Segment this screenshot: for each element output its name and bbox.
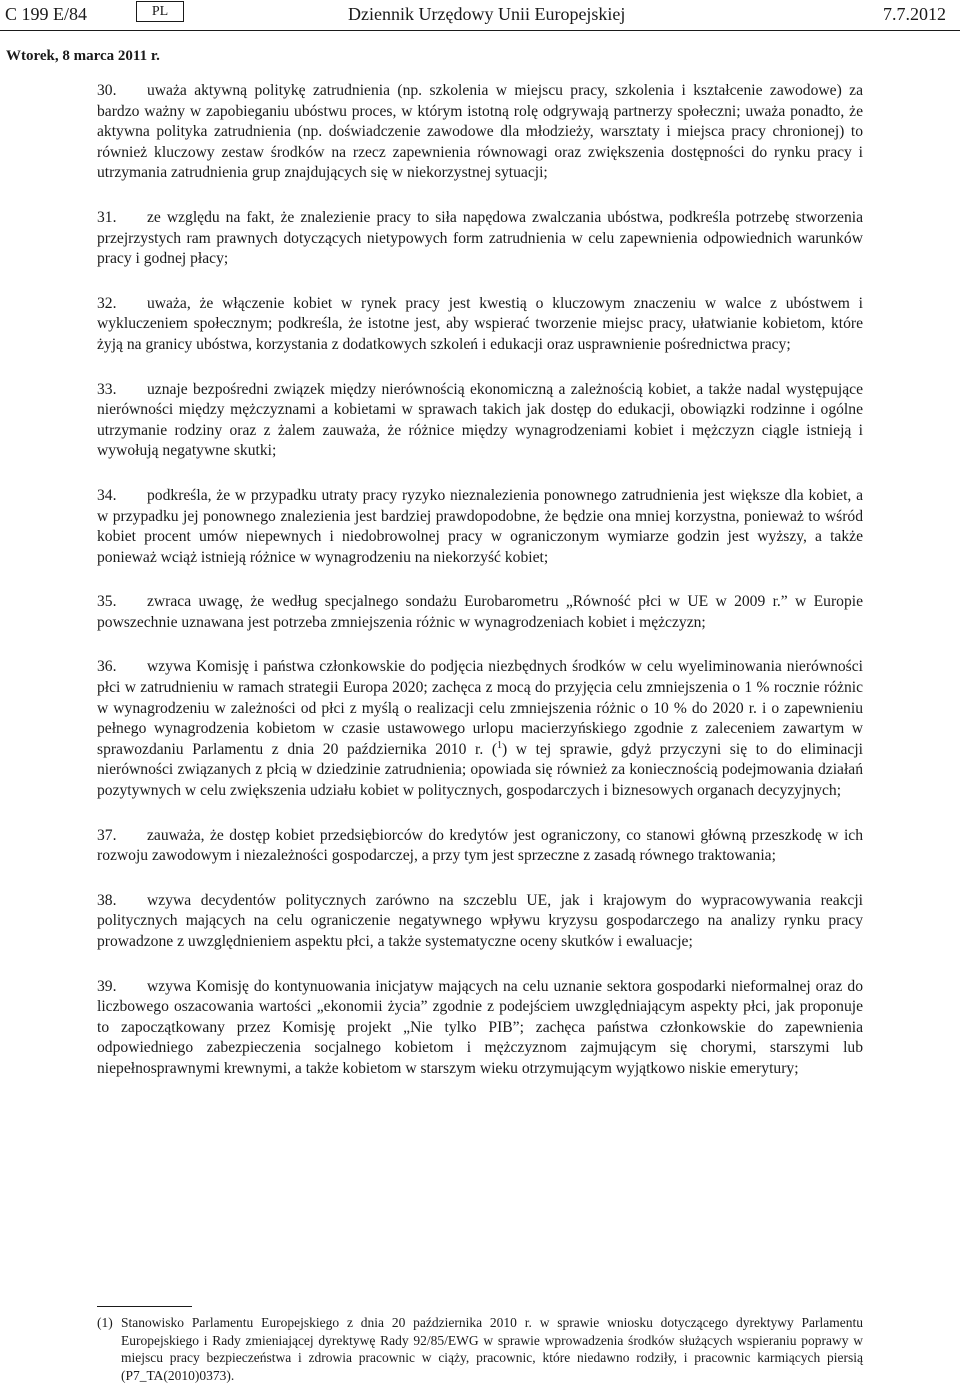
paragraph-number: 33.: [97, 380, 117, 398]
paragraph-text-end: ) w tej sprawie, gdyż przyczyni się to do eliminacji nierówności związanych z płcią w dziedzinie zatrudnienia; opowiada się również za koniecznością podejmowania działań pozytywnych w celu zwiększenia udziału kobiet w politycznych, gospodarczych i biznesowych organach decyzyjnych;: [97, 740, 863, 800]
paragraph-37: [97, 826, 863, 867]
footnote: [97, 1314, 863, 1384]
header-divider: [0, 30, 960, 31]
paragraph-number: 32.: [97, 294, 117, 312]
document-body: [97, 81, 863, 1104]
paragraph-number: 36.: [97, 658, 117, 676]
paragraph-text-start: wzywa Komisję i państwa członkowskie do podjęcia niezbędnych środków w celu wyeliminowania nierówności płci w zatrudnieniu w ramach strategii Europa 2020; zachęca z mocą do przyjęcia celu zmniejszenia o 1 % rocznie różnic w wynagrodzeniu w zależności od płci z myślą o realizacji celu zmniejszenia różnic o 10 % do 2020 r. i o zapewnieniu pełnego wynagrodzenia kobietom w czasie ustawowego urlopu macierzyńskiego zgodnie z zaleceniem zawartym w sprawozdaniu Parlamentu z dnia 20 października 2010 r. (: [97, 658, 863, 758]
footnote-divider: [97, 1306, 192, 1307]
paragraph-number: 39.: [97, 977, 117, 995]
paragraph-text: wzywa decydentów politycznych zarówno na szczeblu UE, jak i krajowym do wypracowywania reakcji politycznych mających na celu ograniczenie negatywnego wpływu kryzysu gospodarczego na analizy rynku pracy prowadzone z uwzględnieniem aspektu płci, a także systematyczne oceny skutków i ewaluacje;: [97, 891, 863, 950]
footnote-mark: (1): [97, 1315, 113, 1330]
paragraph-number: 34.: [97, 486, 117, 504]
paragraph-number: 30.: [97, 82, 117, 99]
paragraph-text: zwraca uwagę, że według specjalnego sondażu Eurobarometru „Równość płci w UE w 2009 r.” w Europie powszechnie uznawana jest potrzeba zmniejszenia różnic w wynagrodzeniach kobiet i mężczyzn;: [97, 593, 863, 631]
paragraph-text: uznaje bezpośredni związek między nierównością ekonomiczną a zależnością kobiet, a także nadal występujące nierówności między mężczyznami a kobietami w sprawach takich jak dostęp do edukacji, obowiązki rodzinne i ogólne utrzymanie rodziny oraz z żalem zauważa, że różnice między wynagrodzeniami kobiet i mężczyzn ciągle istnieją i wywołują negatywne skutki;: [97, 380, 863, 460]
paragraph-text: ze względu na fakt, że znalezienie pracy to siła napędowa zwalczania ubóstwa, podkreśla potrzebę stworzenia przejrzystych ram prawnych dotyczących nietypowych form zatrudnienia w celu zapewnienia odpowiednich warunków pracy i godnej płacy;: [97, 208, 863, 268]
paragraph-number: 35.: [97, 593, 117, 611]
paragraph-35: [97, 592, 863, 633]
paragraph-number: 37.: [97, 826, 117, 844]
paragraph-33: [97, 380, 863, 462]
paragraph-34: [97, 486, 863, 568]
footnote-reference[interactable]: 1: [497, 739, 503, 751]
paragraph-31: [97, 208, 863, 270]
footnote-text: Stanowisko Parlamentu Europejskiego z dnia 20 października 2010 r. w sprawie wniosku dotyczącego dyrektywy Parlamentu Europejskiego i Rady zmieniającej dyrektywę Rady 92/85/EWG w sprawie wprowadzenia środków służących wspieraniu poprawy w miejscu pracy bezpieczeństwa i zdrowia pracownic w ciąży, pracownic, które niedawno rodziły, i pracownic karmiących piersią (P7_TA(2010)0373).: [121, 1315, 863, 1383]
journal-title: Dziennik Urzędowy Unii Europejskiej: [348, 4, 626, 24]
sitting-date: Wtorek, 8 marca 2011 r.: [6, 48, 160, 64]
paragraph-number: 31.: [97, 208, 117, 226]
paragraph-38: [97, 891, 863, 953]
paragraph-text: podkreśla, że w przypadku utraty pracy ryzyko nieznalezienia ponownego zatrudnienia jest większe dla kobiet, a w przypadku jej ponownego znalezienia jest bardziej prawdopodobne, że będzie ona mniej korzystna, ponieważ to wśród kobiet procent umów niepewnych i niedobrowolnej pracy w ograniczonym wymiarze godzin jest wyższy, a także ponieważ wciąż istnieją różnice w wynagrodzeniu na niekorzyść kobiet;: [97, 486, 863, 566]
language-badge: PL: [136, 1, 184, 22]
paragraph-30: [97, 81, 863, 184]
paragraph-36: [97, 657, 863, 801]
paragraph-number: 38.: [97, 891, 117, 909]
paragraph-39: [97, 977, 863, 1080]
paragraph-text: uważa aktywną politykę zatrudnienia (np. szkolenia w miejscu pracy, szkolenia i kształcenie zawodowe) za bardzo ważny w zapobieganiu ubóstwu proces, w którym istotną rolę odgrywają partnerzy społeczni; uważa ponadto, że aktywna polityka zatrudnienia (np. doświadczenie zawodowe dla młodzieży, warsztaty i miejsca pracy chronionej) to również kluczowy zestaw środków na rzecz zapewnienia równowagi oraz zwiększenia dostępności do rynku pracy i utrzymania zatrudnienia grup znajdujących się w niekorzystnej sytuacji;: [97, 82, 863, 182]
paragraph-text: zauważa, że dostęp kobiet przedsiębiorców do kredytów jest ograniczony, co stanowi główną przeszkodę w ich rozwoju zawodowym i niezależności gospodarczej, a przy tym jest sprzeczne z zasadą równego traktowania;: [97, 826, 863, 865]
page-header: [0, 0, 960, 32]
paragraph-32: [97, 294, 863, 356]
paragraph-text: uważa, że włączenie kobiet w rynek pracy jest kwestią o kluczowym znaczeniu w walce z ubóstwem i wykluczeniem społecznym; podkreśla, że istotne jest, aby wspierać tworzenie miejsc pracy, ułatwianie kobietom, które żyją na granicy ubóstwa, korzystania z dodatkowych szkoleń i edukacji oraz usprawnienie pośrednictwa pracy;: [97, 294, 863, 353]
publication-date: 7.7.2012: [883, 4, 946, 24]
paragraph-text: wzywa Komisję do kontynuowania inicjatyw mających na celu uznanie sektora gospodarki nieformalnej oraz do liczbowego oszacowania wartości „ekonomii życia” zgodnie z podejściem uwzględniającym aspekty płci, jak proponuje to zapoczątkowany przez Komisję projekt „Nie tylko PIB”; zachęca państwa członkowskie do zapewnienia odpowiedniego zabezpieczenia socjalnego kobietom i mężczyznom zajmującym się chorymi, starszymi lub niepełnosprawnymi krewnymi, a także kobietom w starszym wieku otrzymującym wyjątkowo niskie emerytury;: [97, 977, 863, 1077]
journal-reference: C 199 E/84: [5, 4, 88, 24]
